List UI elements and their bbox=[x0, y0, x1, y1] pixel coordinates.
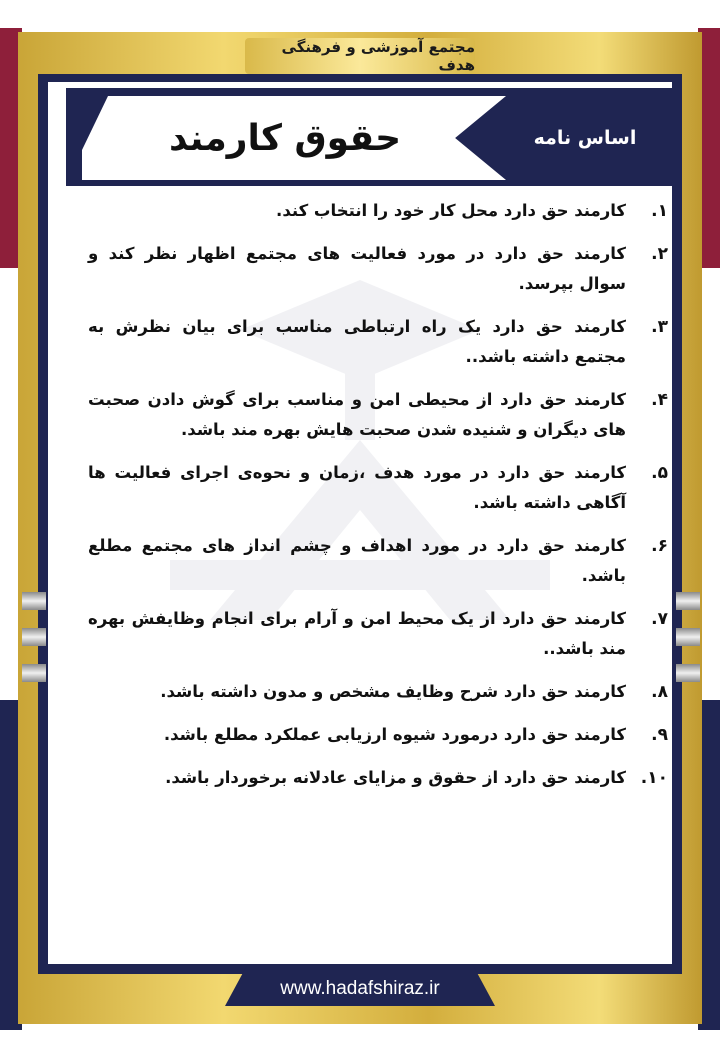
website-link[interactable]: www.hadafshiraz.ir bbox=[280, 978, 440, 999]
item-number: ۲. bbox=[651, 244, 668, 264]
item-number: ۶. bbox=[651, 536, 668, 556]
item-number: ۹. bbox=[651, 725, 668, 745]
institute-name: مجتمع آموزشی و فرهنگی هدف bbox=[281, 38, 475, 74]
list-item bbox=[88, 531, 668, 591]
list-item bbox=[88, 458, 668, 518]
list-item bbox=[88, 677, 668, 707]
list-item bbox=[88, 312, 668, 372]
item-text: کارمند حق دارد در مورد هدف ،زمان و نحوه‌ی اجرای فعالیت ها آگاهی داشته باشد. bbox=[88, 463, 626, 512]
item-number: ۱. bbox=[651, 201, 668, 221]
item-text: کارمند حق دارد محل کار خود را انتخاب کند. bbox=[276, 201, 626, 220]
stripe-right-3 bbox=[676, 664, 700, 682]
item-text: کارمند حق دارد در مورد اهداف و چشم انداز های مجتمع مطلع باشد. bbox=[88, 536, 626, 585]
stripe-right-2 bbox=[676, 628, 700, 646]
stripe-right-1 bbox=[676, 592, 700, 610]
stripe-left-3 bbox=[22, 664, 46, 682]
item-text: کارمند حق دارد یک راه ارتباطی مناسب برای بیان نظرش به مجتمع داشته باشد.. bbox=[88, 317, 626, 366]
item-number: ۳. bbox=[651, 317, 668, 337]
list-item bbox=[88, 385, 668, 445]
item-text: کارمند حق دارد درمورد شیوه ارزیابی عملکرد مطلع باشد. bbox=[163, 725, 626, 744]
item-text: کارمند حق دارد از محیطی امن و مناسب برای گوش دادن صحبت های دیگران و شنیده شدن صحبت هایش بهره مند باشد. bbox=[88, 390, 626, 439]
item-number: ۴. bbox=[651, 390, 668, 410]
list-item bbox=[88, 720, 668, 750]
section-label: اساس نامه bbox=[533, 127, 637, 149]
stripe-left-1 bbox=[22, 592, 46, 610]
item-text: کارمند حق دارد شرح وظایف مشخص و مدون داشته باشد. bbox=[160, 682, 626, 701]
item-number: ۸. bbox=[651, 682, 668, 702]
institute-banner bbox=[245, 38, 475, 74]
page-title: حقوق کارمند bbox=[168, 117, 402, 159]
list-item bbox=[88, 196, 668, 226]
list-item bbox=[88, 239, 668, 299]
item-number: ۷. bbox=[651, 609, 668, 629]
item-text: کارمند حق دارد از یک محیط امن و آرام برای انجام وظایفش بهره مند باشد.. bbox=[88, 609, 626, 658]
list-item bbox=[88, 604, 668, 664]
list-item bbox=[88, 763, 668, 793]
item-text: کارمند حق دارد در مورد فعالیت های مجتمع اظهار نظر کند و سوال بپرسد. bbox=[88, 244, 626, 293]
stripe-left-2 bbox=[22, 628, 46, 646]
item-number: ۵. bbox=[651, 463, 668, 483]
item-text: کارمند حق دارد از حقوق و مزایای عادلانه برخوردار باشد. bbox=[165, 768, 626, 787]
rights-list bbox=[88, 196, 668, 806]
item-number: ۱۰. bbox=[640, 768, 668, 788]
